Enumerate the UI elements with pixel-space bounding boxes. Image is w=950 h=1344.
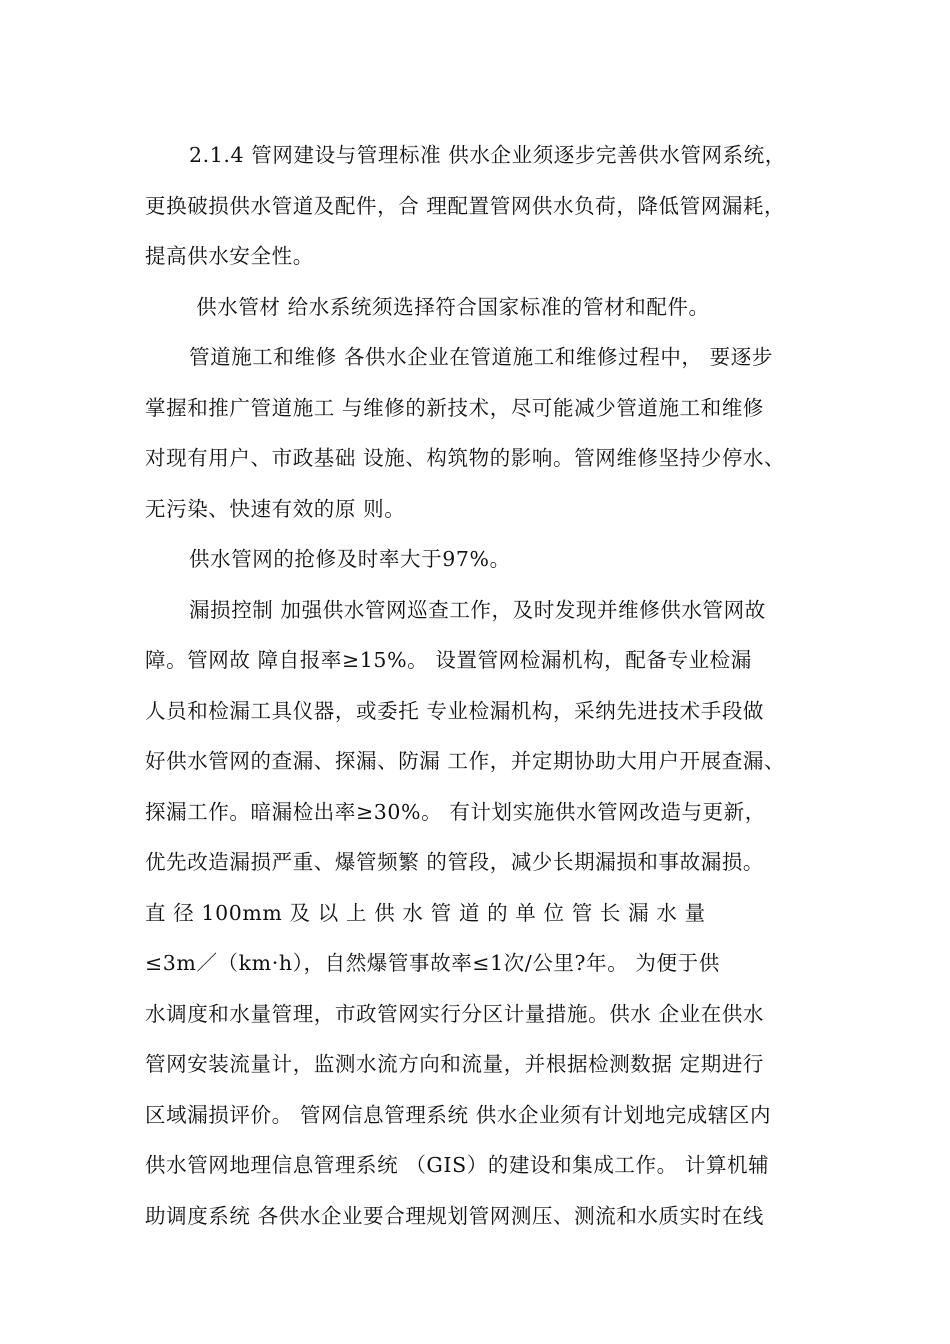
paragraph-line: 漏损控制 加强供水管网巡查工作，及时发现并维修供水管网故 bbox=[189, 597, 766, 622]
paragraph-line: 提高供水安全性。 bbox=[145, 244, 314, 268]
paragraph-line: 水调度和水量管理，市政管网实行分区计量措施。供水 企业在供水 bbox=[145, 1001, 765, 1026]
paragraph-line: 管道施工和维修 各供水企业在管道施工和维修过程中， 要逐步 bbox=[189, 345, 773, 369]
paragraph-line: 2.1.4 管网建设与管理标准 供水企业须逐步完善供水管网系统， bbox=[189, 143, 786, 167]
paragraph-line: 更换破损供水管道及配件，合 理配置管网供水负荷，降低管网漏耗， bbox=[145, 193, 786, 218]
paragraph-line: 助调度系统 各供水企业要合理规划管网测压、测流和水质实时在线 bbox=[145, 1203, 765, 1228]
paragraph-line: 供水管材 给水系统须选择符合国家标准的管材和配件。 bbox=[189, 294, 710, 319]
paragraph-line: 区域漏损评价。 管网信息管理系统 供水企业须有计划地完成辖区内 bbox=[145, 1102, 772, 1127]
paragraph-line: 优先改造漏损严重、爆管频繁 的管段，减少长期漏损和事故漏损。 bbox=[145, 850, 765, 874]
paragraph-line: 人员和检漏工具仪器，或委托 专业检漏机构，采纳先进技术手段做 bbox=[145, 698, 765, 723]
paragraph-line: 掌握和推广管道施工 与维修的新技术，尽可能减少管道施工和维修 bbox=[145, 395, 765, 420]
paragraph-line: 供水管网的抢修及时率大于97%。 bbox=[189, 547, 511, 571]
body-text bbox=[145, 130, 810, 1241]
paragraph-line: 探漏工作。暗漏检出率≥30%。 有计划实施供水管网改造与更新， bbox=[145, 799, 766, 824]
paragraph-line: ≤3m／（km·h），自然爆管事故率≤1次/公里?年。 为便于供 bbox=[145, 951, 720, 975]
paragraph-line: 障。管网故 障自报率≥15%。 设置管网检漏机构，配备专业检漏 bbox=[145, 648, 752, 672]
paragraph-line: 无污染、快速有效的原 则。 bbox=[145, 496, 406, 521]
paragraph-line: 管网安装流量计，监测水流方向和流量，并根据检测数据 定期进行 bbox=[145, 1052, 765, 1076]
paragraph-line: 好供水管网的查漏、探漏、防漏 工作，并定期协助大用户开展查漏、 bbox=[145, 749, 786, 773]
paragraph-line: 供水管网地理信息管理系统 （GIS）的建设和集成工作。 计算机辅 bbox=[145, 1153, 770, 1177]
paragraph-line: 对现有用户、市政基础 设施、构筑物的影响。管网维修坚持少停水、 bbox=[145, 446, 786, 470]
paragraph-line: 直 径 100mm 及 以 上 供 水 管 道 的 单 位 管 长 漏 水 量 bbox=[145, 900, 706, 925]
